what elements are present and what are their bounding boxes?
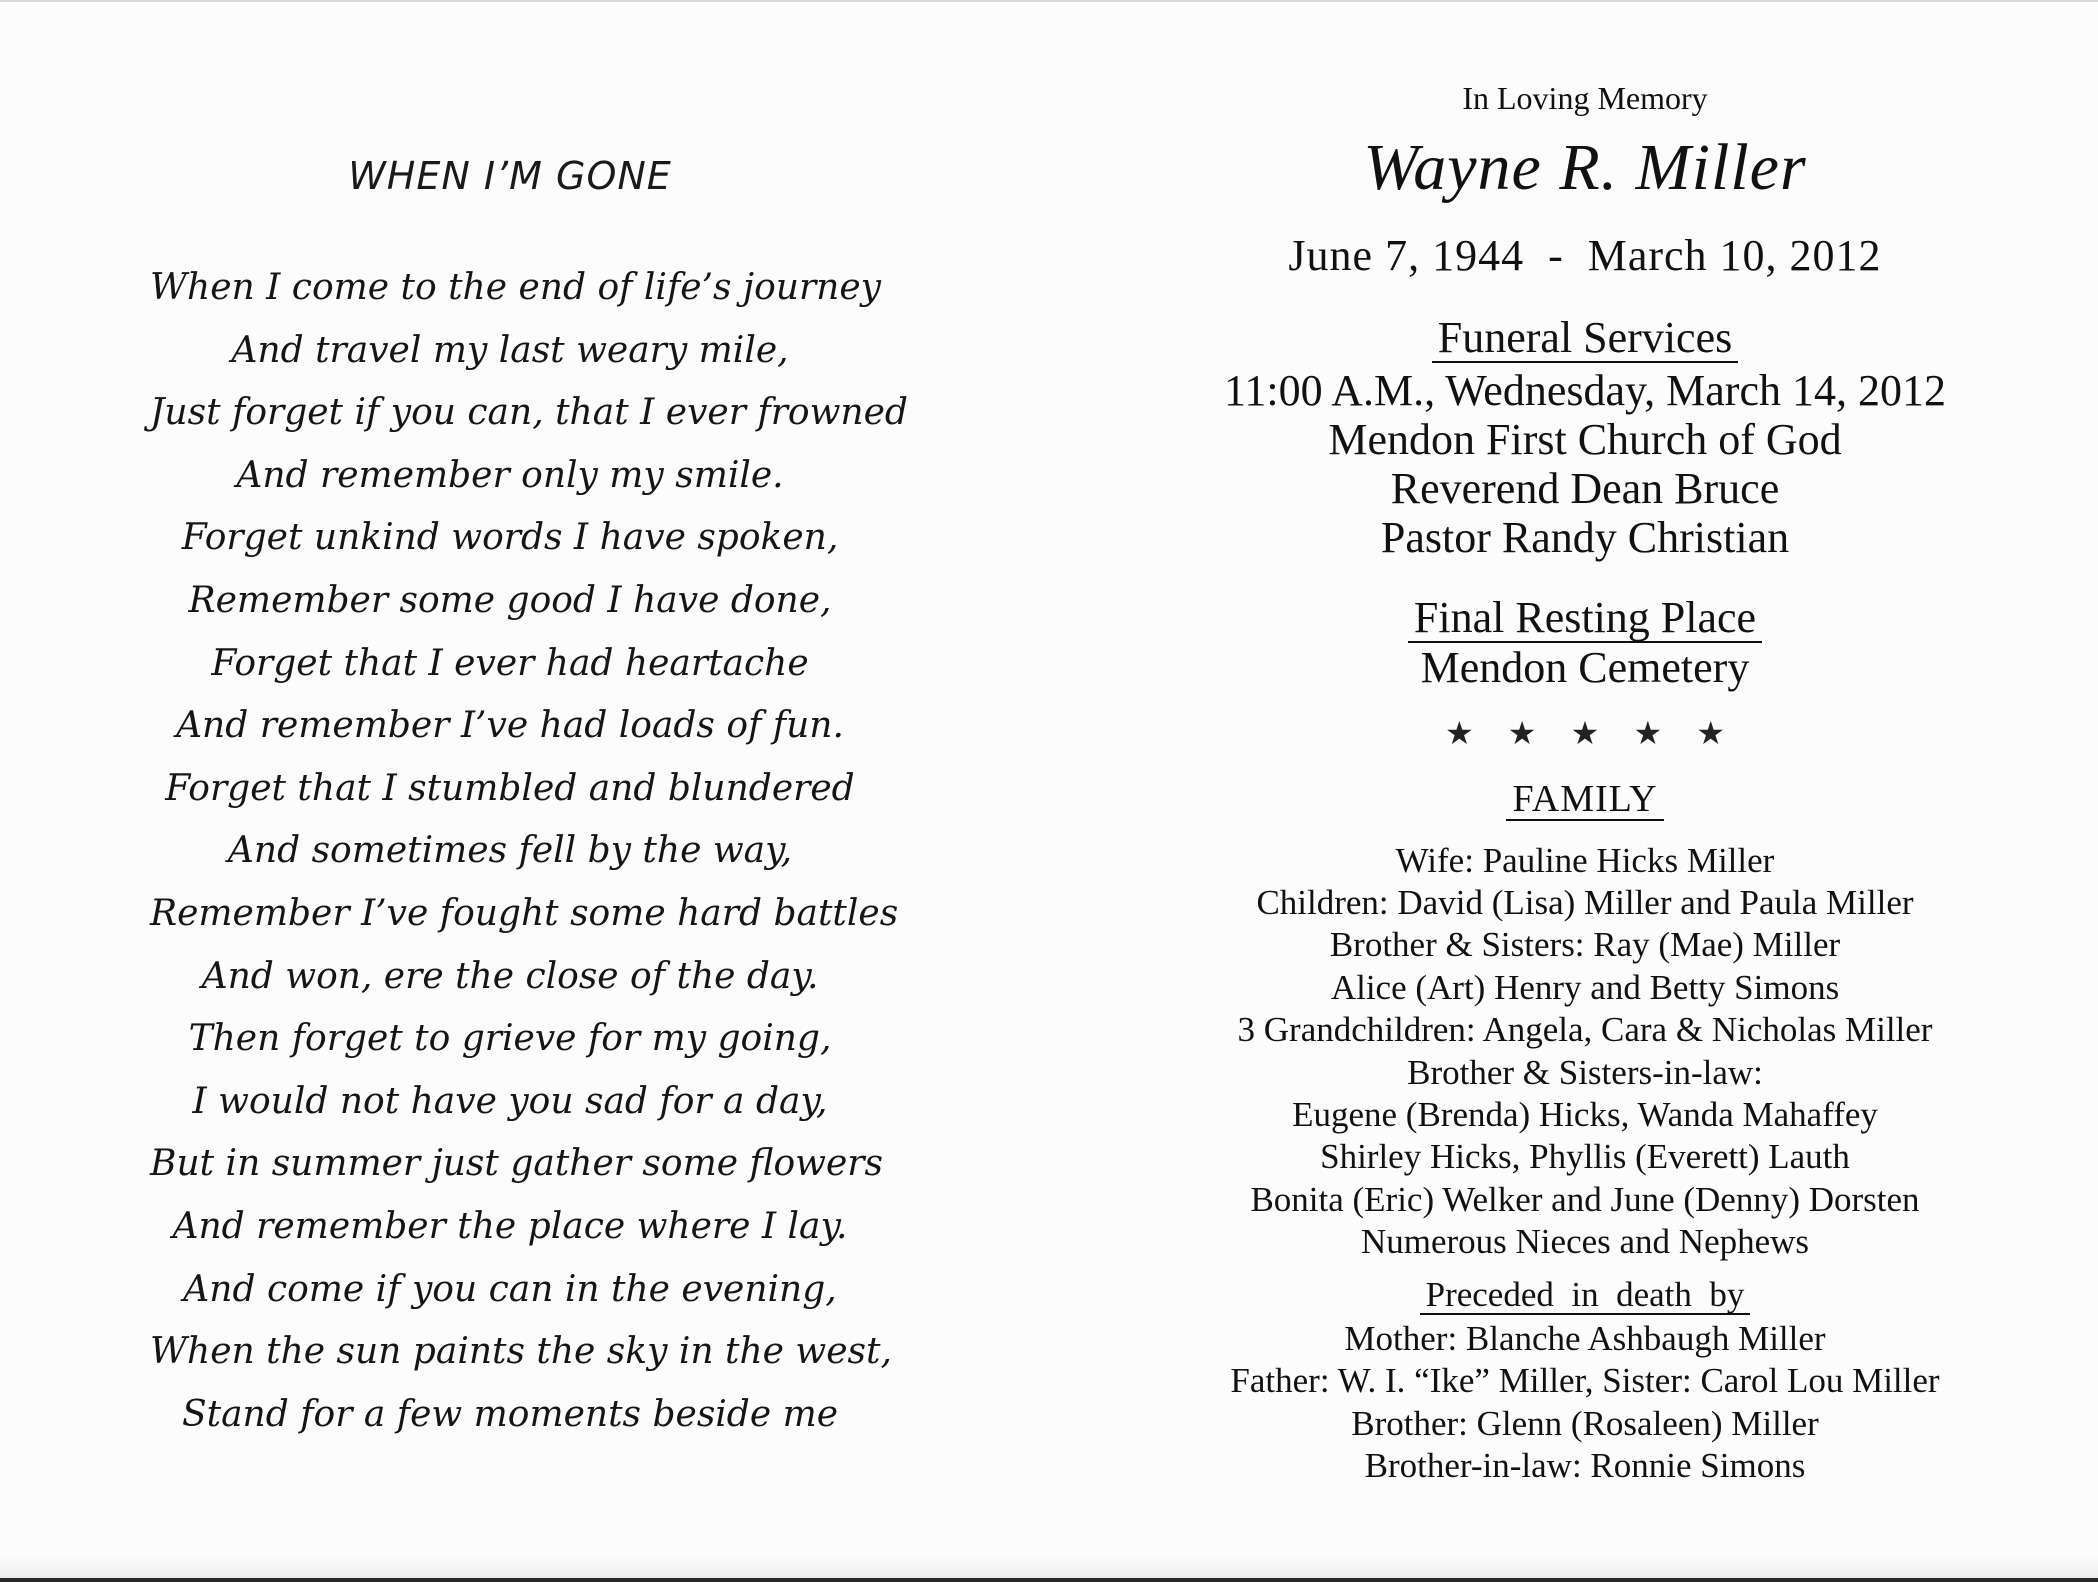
star-icon: ★ <box>1696 714 1726 752</box>
poem-line: And come if you can in the evening, <box>183 1268 837 1310</box>
resting-place-heading-text: Final Resting Place <box>1408 596 1762 643</box>
preceded-line: Brother-in-law: Ronnie Simons <box>1364 1446 1806 1485</box>
poem-line: Remember some good I have done, <box>188 579 832 621</box>
poem-line: But in summer just gather some flowers <box>150 1143 883 1185</box>
poem-line: Remember I’ve fought some hard battles <box>150 892 899 934</box>
family-heading <box>1150 777 2020 821</box>
poem-line: Just forget if you can, that I ever frowned <box>150 392 908 434</box>
family-line: 3 Grandchildren: Angela, Cara & Nicholas Miller <box>1237 1010 1933 1049</box>
preceded-line: Mother: Blanche Ashbaugh Miller <box>1344 1319 1826 1358</box>
memorial-kicker: In Loving Memory <box>1462 80 1708 116</box>
life-dates: June 7, 1944 - March 10, 2012 <box>1288 231 1882 280</box>
service-time: 11:00 A.M., Wednesday, March 14, 2012 <box>1224 366 1946 415</box>
star-icon: ★ <box>1633 714 1663 752</box>
preceded-line: Father: W. I. “Ike” Miller, Sister: Carol Lou Miller <box>1230 1361 1940 1400</box>
star-icon: ★ <box>1444 714 1474 752</box>
resting-place: Mendon Cemetery <box>1420 643 1750 692</box>
poem-line: And remember only my smile. <box>236 454 784 496</box>
service-location: Mendon First Church of God <box>1328 415 1842 464</box>
family-line: Bonita (Eric) Welker and June (Denny) Dorsten <box>1250 1180 1920 1219</box>
family-line: Alice (Art) Henry and Betty Simons <box>1330 968 1840 1007</box>
family-line: Numerous Nieces and Nephews <box>1360 1222 1810 1261</box>
poem-line: And sometimes fell by the way, <box>227 830 793 872</box>
poem-line: When the sun paints the sky in the west, <box>150 1331 892 1373</box>
family-line: Wife: Pauline Hicks Miller <box>1395 841 1775 880</box>
poem-line: When I come to the end of life’s journey <box>150 267 881 308</box>
deceased-name: Wayne R. Miller <box>1363 131 1807 204</box>
family-line: Shirley Hicks, Phyllis (Everett) Lauth <box>1320 1137 1850 1176</box>
poem-line: I would not have you sad for a day, <box>192 1080 828 1122</box>
preceded-heading-text: Preceded in death by <box>1420 1277 1751 1315</box>
poem-line: Stand for a few moments beside me <box>181 1393 839 1435</box>
family-line: Eugene (Brenda) Hicks, Wanda Mahaffey <box>1292 1095 1878 1134</box>
poem-lines <box>150 257 908 1446</box>
family-line: Brother & Sisters-in-law: <box>1407 1053 1763 1092</box>
poem-line: Forget unkind words I have spoken, <box>181 517 839 559</box>
family-line: Children: David (Lisa) Miller and Paula Miller <box>1256 883 1914 922</box>
preceded-heading <box>1150 1275 2020 1315</box>
star-divider <box>1150 714 2020 752</box>
service-pastor: Pastor Randy Christian <box>1380 513 1790 562</box>
poem-line: And won, ere the close of the day. <box>201 955 819 997</box>
card-edge-shadow <box>0 1556 2098 1578</box>
poem-line: And remember the place where I lay. <box>172 1205 848 1247</box>
poem-line: And travel my last weary mile, <box>231 329 789 371</box>
family-line: Brother & Sisters: Ray (Mae) Miller <box>1329 925 1841 964</box>
poem-title: WHEN I’M GONE <box>348 154 672 198</box>
service-officiant: Reverend Dean Bruce <box>1390 464 1780 513</box>
poem-line: And remember I’ve had loads of fun. <box>176 705 844 747</box>
poem-line: Forget that I ever had heartache <box>211 642 809 684</box>
star-icon: ★ <box>1570 714 1600 752</box>
family-heading-text: FAMILY <box>1506 780 1663 821</box>
resting-place-heading <box>1150 592 2020 643</box>
preceded-line: Brother: Glenn (Rosaleen) Miller <box>1351 1404 1819 1443</box>
funeral-services-heading <box>1150 312 2020 363</box>
poem-line: Then forget to grieve for my going, <box>188 1018 832 1060</box>
funeral-services-heading-text: Funeral Services <box>1432 316 1738 363</box>
poem-line: Forget that I stumbled and blundered <box>165 767 855 809</box>
star-icon: ★ <box>1507 714 1537 752</box>
